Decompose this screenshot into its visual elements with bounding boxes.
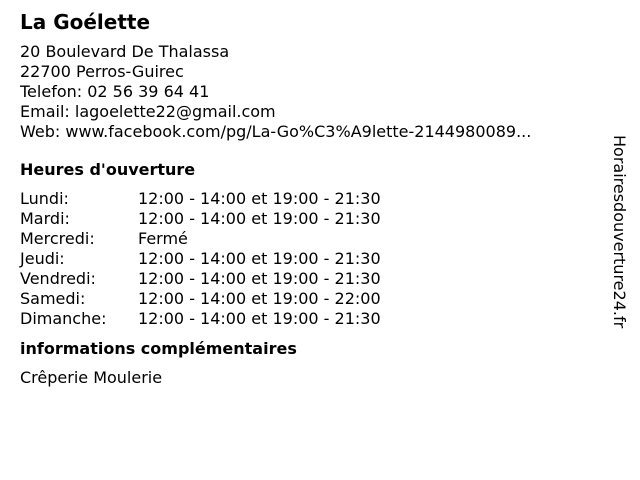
day-hours: 12:00 - 14:00 et 19:00 - 21:30 (138, 269, 381, 288)
day-hours: 12:00 - 14:00 et 19:00 - 21:30 (138, 209, 381, 228)
day-label: Mardi: (20, 209, 70, 228)
day-hours: 12:00 - 14:00 et 19:00 - 21:30 (138, 189, 381, 208)
opening-hours-heading: Heures d'ouverture (20, 160, 196, 179)
phone-line: Telefon: 02 56 39 64 41 (20, 82, 210, 101)
opening-hours-table (20, 189, 610, 329)
hours-row-sunday (20, 309, 610, 329)
web-line: Web: www.facebook.com/pg/La-Go%C3%A9lette-2144980089... (20, 122, 532, 141)
day-label: Vendredi: (20, 269, 96, 288)
address-street: 20 Boulevard De Thalassa (20, 42, 230, 61)
hours-row-friday (20, 269, 610, 289)
email-line: Email: lagoelette22@gmail.com (20, 102, 276, 121)
day-label: Samedi: (20, 289, 86, 308)
hours-row-saturday (20, 289, 610, 309)
day-hours: Fermé (138, 229, 188, 248)
additional-info-text: Crêperie Moulerie (20, 368, 163, 387)
address-city: 22700 Perros-Guirec (20, 62, 184, 81)
hours-row-monday (20, 189, 610, 209)
day-hours: 12:00 - 14:00 et 19:00 - 21:30 (138, 249, 381, 268)
hours-row-tuesday (20, 209, 610, 229)
hours-row-thursday (20, 249, 610, 269)
day-label: Jeudi: (20, 249, 65, 268)
day-label: Dimanche: (20, 309, 107, 328)
day-hours: 12:00 - 14:00 et 19:00 - 22:00 (138, 289, 381, 308)
business-card (20, 8, 610, 388)
day-label: Mercredi: (20, 229, 95, 248)
site-watermark: Horairesdouverture24.fr (610, 135, 629, 329)
hours-row-wednesday (20, 229, 610, 249)
day-hours: 12:00 - 14:00 et 19:00 - 21:30 (138, 309, 381, 328)
day-label: Lundi: (20, 189, 69, 208)
additional-info-heading: informations complémentaires (20, 339, 297, 358)
business-name: La Goélette (20, 10, 151, 34)
